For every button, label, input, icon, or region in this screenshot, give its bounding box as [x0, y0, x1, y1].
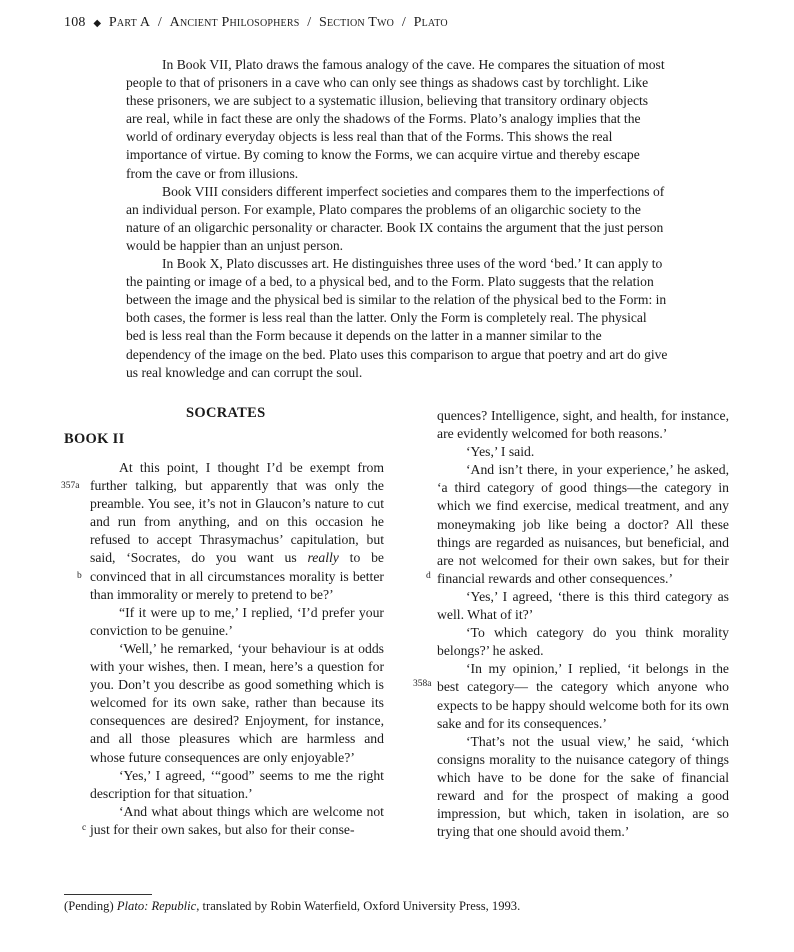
- dialogue-paragraph: [90, 459, 384, 604]
- dialogue-paragraph: ‘In my opinion,’ I replied, ‘it belongs in the best category— the category which anyone who expects to be happy should welcome both for its own sake and for its consequences.’: [437, 661, 729, 731]
- introduction-text: [126, 56, 668, 382]
- header-separator: /: [307, 15, 312, 30]
- book-heading: BOOK II: [64, 431, 125, 447]
- intro-paragraph: Book VIII considers different imperfect societies and compares them to the imperfections of an individual person. For example, Plato compares the problems of an oligarchic society to the nature of an oligarchic personality or character. Book IX contains the argument that the just person would be happier than an unjust person.: [126, 183, 665, 253]
- page-number: 108: [64, 15, 86, 30]
- stephanus-marker: b: [77, 571, 82, 581]
- stephanus-marker: 358a: [413, 679, 432, 689]
- emphasis-text: really: [307, 550, 339, 566]
- dialogue-paragraph: ‘Yes,’ I agreed, ‘there is this third category as well. What of it?’: [437, 588, 729, 623]
- header-separator: /: [157, 15, 162, 30]
- running-header: [64, 15, 448, 31]
- footnote-prefix: (Pending): [64, 899, 117, 913]
- dialogue-paragraph: ‘And isn’t there, in your experience,’ he asked, ‘a third category of good things—the category in which we find exercise, medical treatment, and any moneymaking job like being a doctor? All these things are regarded as nuisances, but beneficial, and are not welcomed for their own sakes, but for their financial rewards and other consequences.’: [437, 462, 729, 586]
- footnote-title: Plato: Republic: [116, 899, 197, 913]
- dialogue-paragraph: ‘And what about things which are welcome not just for their own sakes, but also for their conse-: [90, 803, 384, 837]
- dialogue-paragraph: “If it were up to me,’ I replied, ‘I’d prefer your conviction to be genuine.’: [90, 604, 384, 638]
- header-chapter: Plato: [413, 15, 448, 30]
- left-column: [90, 459, 384, 839]
- dialogue-paragraph: ‘That’s not the usual view,’ he said, ‘which consigns morality to the nuisance category of things which have to be done for the sake of financial reward and for the prospect of making a good impression, but which, taken in isolation, are so trying that one should avoid them.’: [437, 733, 729, 840]
- source-footnote: [64, 899, 520, 914]
- dialogue-paragraph: quences? Intelligence, sight, and health, for instance, are evidently welcomed for both reasons.’: [437, 408, 729, 442]
- header-section: Section Two: [319, 15, 395, 30]
- header-separator: /: [401, 15, 406, 30]
- stephanus-marker: d: [426, 571, 431, 581]
- paragraph-text: to be convinced that in all circumstances morality is better than immorality or merely to pretend to be?’: [90, 550, 384, 602]
- intro-paragraph: In Book X, Plato discusses art. He distinguishes three uses of the word ‘bed.’ It can apply to the painting or image of a bed, to a physical bed, and to the Form. Plato suggests that the relation between the image and the physical bed is similar to the relation of the physical bed to the Form: in both cases, the former is less real than the latter. Only the Form is completely real. The physical bed is less real than the Form because it depends on the latter in a manner similar to the dependency of the image on the bed. Plato uses this comparison to argue that poetry and art do give us real knowledge and can corrupt the soul.: [126, 256, 668, 380]
- header-book: Ancient Philosophers: [169, 15, 300, 30]
- dialogue-paragraph: ‘Well,’ he remarked, ‘your behaviour is at odds with your wishes, then. I mean, here’s a question for you. Don’t you describe as good something which is welcomed for its own sake, rather than because its consequences are desired? Enjoyment, for instance, and all those pleasures which are harmless and whose future consequences are only enjoyable?’: [90, 640, 384, 765]
- diamond-bullet-icon: ◆: [93, 18, 102, 29]
- header-part: Part A: [108, 15, 151, 30]
- paragraph-text: At this point, I thought I’d be exempt from further talking, but apparently that was only the preamble. You see, it’s not in Glaucon’s nature to cut and run from anything, and on this occasion he refused to accept Thrasymachus’ capitulation, but said, ‘Socrates, do you want us: [90, 460, 384, 566]
- stephanus-marker: c: [82, 823, 87, 833]
- dialogue-paragraph: ‘Yes,’ I said.: [466, 444, 535, 460]
- footnote-citation: , translated by Robin Waterfield, Oxford University Press, 1993.: [196, 899, 521, 913]
- intro-paragraph: In Book VII, Plato draws the famous analogy of the cave. He compares the situation of most people to that of prisoners in a cave who can only see things as shadows cast by torchlight. Like these prisoners, we are subject to a systematic illusion, believing that transitory ordinary objects are real, while in fact these are only the shadows of the Forms. Plato’s analogy implies that the world of ordinary everyday objects is less real than that of the Forms. This shows the real importance of virtue. By coming to know the Forms, we can acquire virtue and thereby escape from the cave or from illusions.: [126, 57, 665, 181]
- reading-title: SOCRATES: [186, 405, 266, 421]
- dialogue-paragraph: ‘Yes,’ I agreed, ‘“good” seems to me the right description for that situation.’: [90, 767, 384, 801]
- right-column: [437, 407, 729, 841]
- stephanus-marker: 357a: [61, 481, 80, 491]
- dialogue-paragraph: ‘To which category do you think morality belongs?’ he asked.: [437, 625, 729, 659]
- footnote-rule: [64, 894, 152, 895]
